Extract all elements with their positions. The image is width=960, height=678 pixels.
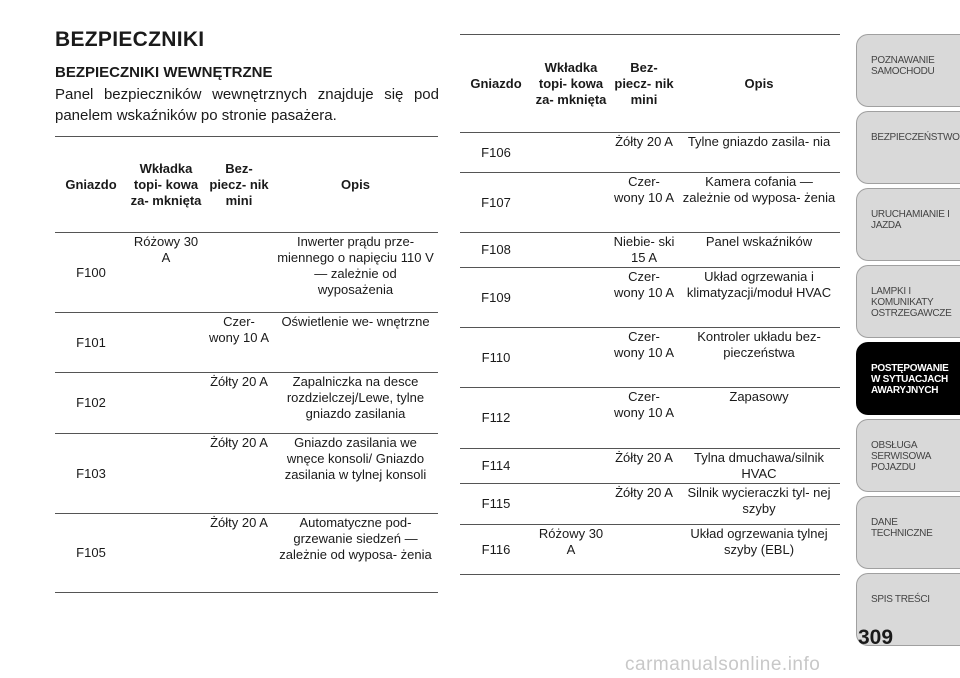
socket-cell: F114 — [481, 458, 511, 473]
socket-cell: F101 — [76, 334, 106, 350]
socket-cell: F112 — [481, 410, 511, 425]
fuse-row — [55, 514, 438, 593]
socket-cell: F105 — [76, 545, 106, 560]
fuse-row — [460, 449, 840, 484]
insert-cell — [127, 373, 205, 434]
description-cell: Oświetlenie we- wnętrzne — [281, 314, 430, 329]
insert-cell — [127, 434, 205, 514]
description-cell: Tylna dmuchawa/silnik HVAC — [693, 450, 825, 481]
insert-cell — [532, 173, 610, 233]
chapter-tab[interactable]: DANE TECHNICZNE — [856, 496, 960, 569]
insert-cell — [532, 233, 610, 268]
mini-cell: Niebie- ski 15 A — [613, 234, 675, 265]
chapter-tabs — [856, 34, 960, 650]
socket-cell: F110 — [481, 349, 511, 365]
description-cell: Silnik wycieraczki tyl- nej szyby — [687, 485, 831, 516]
header-desc: Opis — [341, 176, 370, 192]
header-mini: Bez- piecz- nik mini — [614, 59, 674, 107]
fuse-row — [460, 233, 840, 268]
insert-cell — [127, 313, 205, 373]
description-cell: Automatyczne pod- grzewanie siedzeń — zależnie od wyposa- żenia — [279, 515, 432, 562]
description-cell: Tylne gniazdo zasila- nia — [687, 134, 831, 149]
header-insert: Wkładka topi- kowa za- mknięta — [130, 160, 202, 208]
page-title: BEZPIECZNIKI — [55, 28, 205, 51]
header-desc: Opis — [744, 75, 774, 91]
header-socket: Gniazdo — [65, 176, 117, 192]
fuse-row — [55, 373, 438, 434]
insert-cell: Różowy 30 A — [133, 234, 199, 265]
fuse-row — [55, 233, 438, 313]
mini-cell: Żółty 20 A — [210, 374, 268, 389]
mini-cell: Żółty 20 A — [210, 515, 268, 530]
chapter-tab[interactable]: POSTĘPOWANIE W SYTUACJACH AWARYJNYCH — [856, 342, 960, 415]
description-cell: Kontroler układu bez- pieczeństwa — [697, 329, 821, 360]
description-cell: Zapalniczka na desce rozdzielczej/Lewe, tylne gniazdo zasilania — [286, 374, 425, 421]
header-socket: Gniazdo — [470, 75, 522, 91]
socket-cell: F100 — [76, 264, 106, 280]
insert-cell — [532, 388, 610, 449]
mini-cell: Czer- wony 10 A — [614, 269, 674, 300]
chapter-tab[interactable]: SPIS TREŚCI — [856, 573, 960, 646]
insert-cell — [532, 484, 610, 525]
socket-cell: F102 — [76, 395, 106, 410]
socket-cell: F108 — [481, 242, 511, 257]
chapter-tab[interactable]: LAMPKI I KOMUNIKATY OSTRZEGAWCZE — [856, 265, 960, 338]
fuse-row — [460, 268, 840, 328]
intro-paragraph: Panel bezpieczników wewnętrznych znajduje się pod panelem wskaźników po stronie pasażera. — [55, 86, 439, 124]
mini-cell: Żółty 20 A — [210, 435, 268, 450]
fuse-row — [55, 434, 438, 514]
insert-cell: Różowy 30 A — [538, 526, 604, 557]
description-cell: Panel wskaźników — [705, 234, 813, 249]
chapter-tab[interactable]: URUCHAMIANIE I JAZDA — [856, 188, 960, 261]
mini-cell: Czer- wony 10 A — [209, 314, 269, 345]
description-cell: Inwerter prądu prze- miennego o napięciu 110 V — zależnie od wyposażenia — [277, 234, 434, 297]
mini-cell: Żółty 20 A — [615, 485, 673, 500]
mini-cell — [610, 525, 678, 575]
mini-cell: Czer- wony 10 A — [614, 329, 674, 360]
socket-cell: F109 — [481, 289, 511, 305]
insert-cell — [127, 514, 205, 593]
mini-cell: Czer- wony 10 A — [614, 389, 674, 420]
socket-cell: F106 — [481, 144, 511, 160]
socket-cell: F116 — [481, 541, 511, 557]
insert-cell — [532, 449, 610, 484]
fuse-row — [460, 388, 840, 449]
description-cell: Kamera cofania — zależnie od wyposa- żenia — [682, 174, 836, 205]
description-cell: Gniazdo zasilania we wnęce konsoli/ Gniazdo zasilania w tylnej konsoli — [284, 435, 427, 482]
fuse-row — [460, 173, 840, 233]
description-cell: Zapasowy — [729, 389, 789, 404]
insert-cell — [532, 328, 610, 388]
chapter-tab[interactable]: POZNAWANIE SAMOCHODU — [856, 34, 960, 107]
fuse-row — [460, 525, 840, 575]
fuse-table-right — [460, 34, 840, 575]
chapter-tab[interactable]: OBSŁUGA SERWISOWA POJAZDU — [856, 419, 960, 492]
mini-cell: Żółty 20 A — [615, 134, 673, 149]
watermark: carmanualsonline.info — [625, 654, 821, 675]
mini-cell: Żółty 20 A — [615, 450, 673, 465]
page-number: 309 — [858, 626, 894, 649]
fuse-row — [460, 484, 840, 525]
socket-cell: F115 — [481, 496, 511, 511]
socket-cell: F103 — [76, 465, 106, 481]
description-cell: Układ ogrzewania tylnej szyby (EBL) — [690, 526, 828, 557]
insert-cell — [532, 268, 610, 328]
fuse-row — [460, 133, 840, 173]
insert-cell — [532, 133, 610, 173]
description-cell: Układ ogrzewania i klimatyzacji/moduł HVAC — [686, 269, 832, 300]
fuse-row — [460, 328, 840, 388]
socket-cell: F107 — [481, 194, 511, 210]
fuse-table-left — [55, 136, 438, 593]
fuse-row — [55, 313, 438, 373]
section-title: BEZPIECZNIKI WEWNĘTRZNE — [55, 64, 273, 81]
mini-cell: Czer- wony 10 A — [614, 174, 674, 205]
mini-cell — [205, 233, 273, 313]
header-mini: Bez- piecz- nik mini — [209, 160, 269, 208]
header-insert: Wkładka topi- kowa za- mknięta — [535, 59, 607, 107]
chapter-tab[interactable]: BEZPIECZEŃSTWO — [856, 111, 960, 184]
